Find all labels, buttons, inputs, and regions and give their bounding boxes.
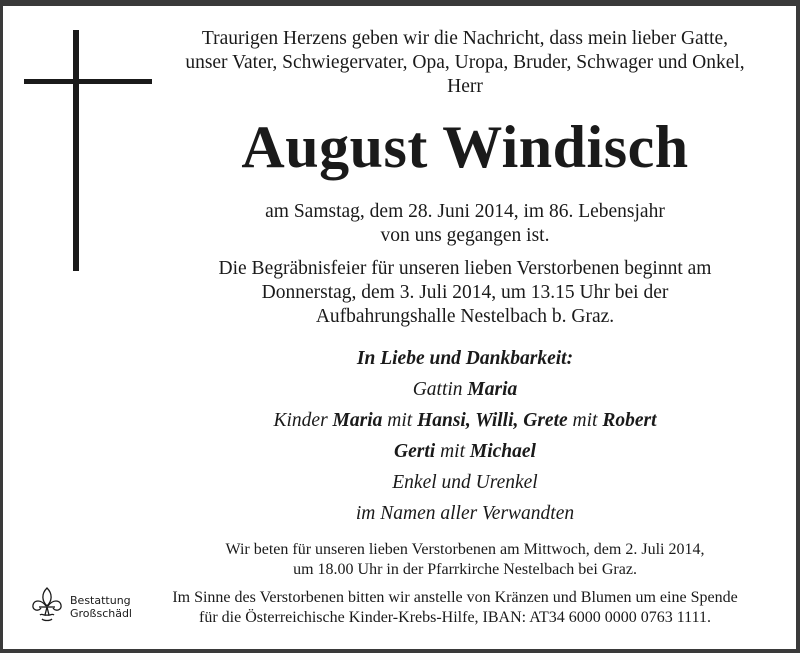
mourners-list [150, 343, 780, 529]
donation-line: Im Sinne des Verstorbenen bitten wir anstelle von Kränzen und Blumen um eine Spende [172, 589, 738, 606]
child-name: Maria [332, 410, 383, 431]
fleur-de-lis-icon [30, 585, 64, 625]
child-name: Robert [602, 410, 657, 431]
funeral-details [150, 257, 780, 329]
funeral-home-name [70, 594, 132, 620]
connector: mit [440, 441, 465, 462]
death-line: von uns gegangen ist. [380, 225, 550, 246]
service-line: um 18.00 Uhr in der Pfarrkirche Nestelbach bei Graz. [293, 561, 637, 578]
cross-horizontal-bar [24, 79, 152, 84]
funeral-line: Aufbahrungshalle Nestelbach b. Graz. [315, 306, 615, 327]
intro-line: Herr [447, 76, 483, 97]
child-name: Gerti [394, 441, 436, 462]
service-line: Wir beten für unseren lieben Verstorbenen am Mittwoch, dem 2. Juli 2014, [225, 541, 705, 558]
mourner-children-2 [150, 436, 780, 467]
death-notice [150, 200, 780, 248]
death-line: am Samstag, dem 28. Juni 2014, im 86. Lebensjahr [265, 201, 665, 222]
cross-vertical-bar [73, 30, 79, 271]
funeral-line: Die Begräbnisfeier für unseren lieben Verstorbenen beginnt am [218, 258, 712, 279]
funeral-line: Donnerstag, dem 3. Juli 2014, um 13.15 Uhr bei der [261, 282, 669, 303]
wife-name: Maria [467, 379, 518, 400]
child-name: Michael [469, 441, 536, 462]
mourner-grandchildren: Enkel und Urenkel [392, 472, 538, 493]
connector: mit [387, 410, 413, 431]
donation-line: für die Österreichische Kinder-Krebs-Hilfe, IBAN: AT34 6000 0000 0763 1111. [198, 609, 711, 626]
funeral-home-line: Großschädl [70, 607, 132, 620]
children-prefix: Kinder [273, 410, 328, 431]
intro-line: unser Vater, Schwiegervater, Opa, Uropa, Bruder, Schwager und Onkel, [185, 52, 745, 73]
deceased-name: August Windisch [241, 114, 689, 180]
prayer-service [150, 540, 780, 580]
funeral-home-line: Bestattung [70, 594, 131, 607]
mourners-heading: In Liebe und Dankbarkeit: [356, 348, 574, 369]
connector: mit [572, 410, 598, 431]
mourner-relatives: im Namen aller Verwandten [355, 503, 575, 524]
mourner-wife [150, 374, 780, 405]
donation-request [150, 588, 760, 628]
funeral-home-logo [30, 585, 140, 625]
intro-text [150, 27, 780, 99]
mourner-children [150, 405, 780, 436]
child-name: Hansi, Willi, Grete [417, 410, 568, 431]
intro-line: Traurigen Herzens geben wir die Nachricht, dass mein lieber Gatte, [201, 28, 729, 49]
wife-prefix: Gattin [412, 379, 463, 400]
